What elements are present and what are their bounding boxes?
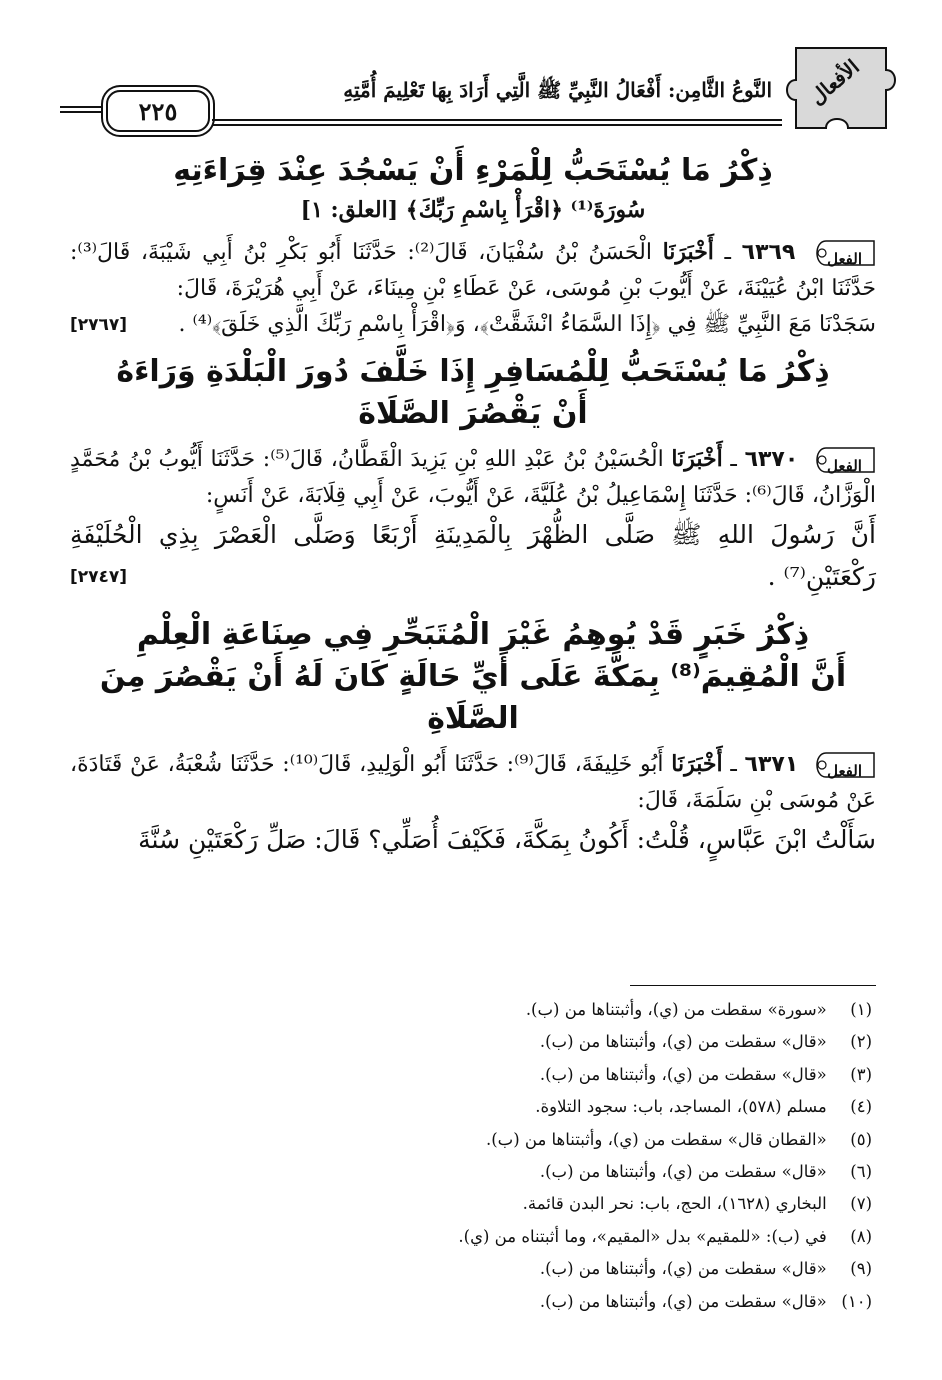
section-tab-label: الأفعال — [804, 54, 864, 110]
footnote-text: «سورة» سقطت من (ي)، وأثبتناها من (ب). — [525, 1000, 827, 1019]
hadith-matn — [70, 307, 876, 343]
marker-label: الفعل — [827, 457, 862, 475]
footnote-text: «قال» سقطت من (ي)، وأثبتناها من (ب). — [539, 1162, 827, 1182]
section-heading: ذِكْرُ مَا يُسْتَحَبُّ لِلْمُسَافِرِ إِذَا خَلَّفَ دُورَ الْبَلْدَةِ وَرَاءَهُ — [116, 354, 830, 389]
footnote-text: «قال» سقطت من (ي)، وأثبتناها من (ب). — [539, 1291, 827, 1311]
header-rule-right — [212, 119, 782, 126]
section-heading: ذِكْرُ مَا يُسْتَحَبُّ لِلْمَرْءِ أَنْ يَسْجُدَ عِنْدَ قِرَاءَتِهِ — [173, 153, 773, 188]
footnote-text: في (ب): «للمقيم» بدل «المقيم»، وما أثبتناه من (ي). — [458, 1226, 827, 1246]
footnote — [82, 1253, 872, 1285]
footnote — [82, 1026, 872, 1058]
footnote-number: (٤) — [850, 1097, 872, 1117]
footnote-text: «قال» سقطت من (ي)، وأثبتناها من (ب). — [539, 1259, 827, 1279]
hadith-marker — [812, 238, 876, 268]
marker-label: الفعل — [827, 762, 862, 780]
footnote-number: (٣) — [850, 1064, 872, 1084]
dash: ـ — [722, 752, 737, 777]
akhbarana-word: أَخْبَرَنَا — [662, 239, 714, 265]
footnote — [82, 1124, 872, 1156]
hadith-marker — [812, 750, 876, 780]
footnote — [82, 994, 872, 1026]
hadith-number: ٦٣٧٠ — [744, 447, 799, 472]
page-header — [60, 40, 900, 140]
hadith-number: ٦٣٧١ — [744, 752, 799, 777]
footnote-separator — [630, 985, 876, 986]
matn-text: سَجَدْنَا مَعَ النَّبِيِّ ﷺ فِي ﴿إِذَا السَّمَاءُ انْشَقَّتْ﴾، وَ﴿اقْرَأْ بِاسْمِ رَبِّكَ الَّذِي خَلَقَ﴾⁽⁴⁾ . — [178, 312, 876, 337]
footnote-number: (٥) — [850, 1129, 872, 1149]
footnote — [82, 1188, 872, 1220]
footnote-text: «قال» سقطت من (ي)، وأثبتناها من (ب). — [539, 1064, 827, 1084]
cross-reference: [٢٧٤٧] — [70, 567, 128, 587]
footnote-text: مسلم (٥٧٨)، المساجد، باب: سجود التلاوة. — [535, 1097, 827, 1117]
footnote-text: «القطان قال» سقطت من (ي)، وأثبتناها من (ب). — [485, 1129, 827, 1149]
header-rule-left — [60, 106, 104, 113]
footnotes — [82, 994, 872, 1318]
hadith-isnad — [70, 441, 876, 514]
footnote-number: (٧) — [850, 1194, 872, 1214]
dash: ـ — [713, 240, 731, 265]
section-heading: أَنْ يَقْصُرَ الصَّلَاةَ — [358, 396, 588, 431]
matn-text: أَنَّ رَسُولَ اللهِ ﷺ صَلَّى الظُّهْرَ بِالْمَدِينَةِ أَرْبَعًا وَصَلَّى الْعَصْرَ بِذِي الْحُلَيْفَةِ رَكْعَتَيْنِ⁽⁷⁾ . — [70, 520, 876, 591]
footnote-number: (٦) — [850, 1162, 872, 1182]
main-text — [70, 150, 876, 861]
section-heading: أَنَّ الْمُقِيمَ⁽⁸⁾ بِمَكَّةَ عَلَى أَيِّ حَالَةٍ كَانَ لَهُ أَنْ يَقْصُرَ مِنَ الصَّلَاةِ — [99, 659, 847, 736]
section-heading: ذِكْرُ خَبَرٍ قَدْ يُوهِمُ غَيْرَ الْمُتَبَحِّرِ فِي صِنَاعَةِ الْعِلْمِ — [136, 617, 810, 652]
running-title: النَّوعُ الثَّامِن: أَفْعَالُ النَّبِيِّ ﷺ الَّتِي أَرَادَ بِهَا تَعْلِيمَ أُمَّتِهِ — [343, 78, 772, 102]
footnote-number: (٢) — [850, 1032, 872, 1052]
akhbarana-word: أَخْبَرَنَا — [671, 446, 723, 472]
footnote — [82, 1286, 872, 1318]
isnad-text: الْحُسَيْنُ بْنُ عَبْدِ اللهِ بْنِ يَزِيدَ الْقَطَّانُ، قَالَ⁽⁵⁾: حَدَّثَنَا أَيُّوبُ بْنُ مُحَمَّدٍ الْوَزَّانُ، قَالَ⁽⁶⁾: حَدَّثَنَا إِسْمَاعِيلُ بْنُ عُلَيَّةَ، عَنْ أَيُّوبَ، عَنْ أَبِي قِلَابَةَ، عَنْ أَنَسٍ: — [70, 447, 876, 508]
hadith-isnad — [70, 234, 876, 307]
cross-reference: [٢٧٦٧] — [70, 315, 128, 335]
hadith-number: ٦٣٦٩ — [741, 240, 796, 265]
hadith-marker — [812, 445, 876, 475]
footnote-text: «قال» سقطت من (ي)، وأثبتناها من (ب). — [539, 1032, 827, 1052]
hadith-matn — [70, 514, 876, 598]
marker-label: الفعل — [827, 250, 862, 268]
footnote — [82, 1059, 872, 1091]
footnote — [82, 1091, 872, 1123]
footnote-number: (٨) — [850, 1226, 872, 1246]
isnad-text: الْحَسَنُ بْنُ سُفْيَانَ، قَالَ⁽²⁾: حَدَّثَنَا أَبُو بَكْرِ بْنُ أَبِي شَيْبَةَ، قَالَ⁽³⁾: حَدَّثَنَا ابْنُ عُيَيْنَةَ، عَنْ أَيُّوبَ بْنِ مُوسَى، عَنْ عَطَاءِ بْنِ مِينَاءَ، عَنْ أَبِي هُرَيْرَةَ، قَالَ: — [70, 240, 876, 301]
footnote — [82, 1156, 872, 1188]
section-subheading: سُورَةَ⁽¹⁾ ﴿اقْرَأْ بِاسْمِ رَبِّكَ﴾ [العلق: ١] — [300, 197, 646, 223]
page-number: ٢٢٥ — [106, 90, 210, 132]
hadith-matn: سَأَلْتُ ابْنَ عَبَّاسٍ، قُلْتُ: أَكُونُ بِمَكَّةَ، فَكَيْفَ أُصَلِّي؟ قَالَ: صَلِّ رَكْعَتَيْنِ سُنَّةَ — [138, 825, 876, 854]
dash: ـ — [722, 447, 737, 472]
footnote-number: (١٠) — [841, 1291, 872, 1311]
footnote-number: (١) — [850, 1000, 872, 1019]
akhbarana-word: أَخْبَرَنَا — [671, 751, 723, 777]
isnad-text: أَبُو خَلِيفَةَ، قَالَ⁽⁹⁾: حَدَّثَنَا أَبُو الْوَلِيدِ، قَالَ⁽¹⁰⁾: حَدَّثَنَا شُعْبَةُ، عَنْ قَتَادَةَ، عَنْ مُوسَى بْنِ سَلَمَةَ، قَالَ: — [70, 752, 876, 813]
footnote-number: (٩) — [850, 1259, 872, 1279]
footnote — [82, 1221, 872, 1253]
hadith-isnad — [70, 746, 876, 819]
section-tab — [778, 40, 900, 136]
footnote-text: البخاري (١٦٢٨)، الحج، باب: نحر البدن قائمة. — [522, 1194, 827, 1214]
